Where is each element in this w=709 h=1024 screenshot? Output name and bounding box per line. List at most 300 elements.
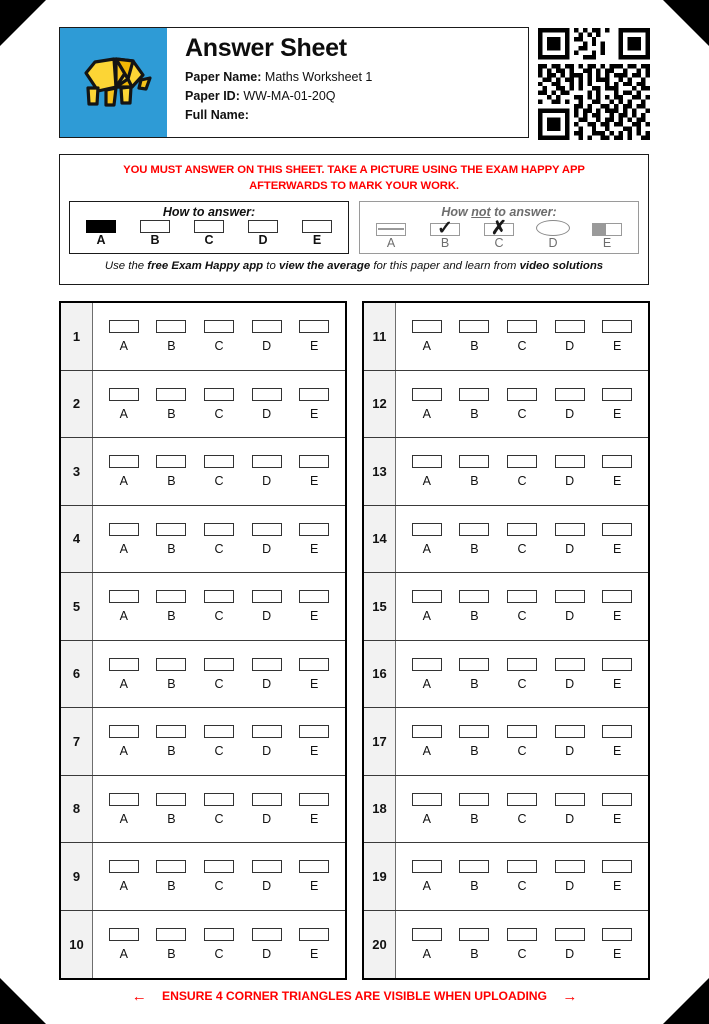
answer-option-c-q15[interactable] — [502, 590, 542, 623]
answer-option-e-q14[interactable] — [597, 523, 637, 556]
question-number: 6 — [61, 641, 93, 708]
answer-option-label: A — [422, 406, 431, 421]
header-text-block — [167, 28, 528, 137]
paper-id-value: WW-MA-01-20Q — [243, 88, 336, 103]
answer-column-left — [59, 301, 347, 980]
answer-bubble-icon[interactable] — [156, 860, 186, 873]
answer-bubble-icon[interactable] — [299, 725, 329, 738]
answer-bubble-icon[interactable] — [412, 523, 442, 536]
answer-option-label: A — [119, 474, 128, 488]
paper-id-row — [185, 87, 528, 106]
answer-option-label: A — [119, 339, 128, 353]
answer-option-a-q11[interactable] — [407, 320, 447, 353]
answer-bubble-icon[interactable] — [459, 928, 489, 941]
answer-option-label: C — [517, 744, 527, 758]
answer-bubble-icon[interactable] — [412, 928, 442, 941]
answer-option-b-q15[interactable] — [454, 590, 494, 623]
answer-option-b-q4[interactable] — [151, 523, 191, 556]
answer-option-e-q7[interactable] — [294, 725, 334, 758]
answer-option-d-q9[interactable] — [247, 860, 287, 893]
answer-option-label: E — [310, 474, 319, 488]
answer-option-d-q5[interactable] — [247, 590, 287, 623]
answer-option-c-q11[interactable] — [502, 320, 542, 353]
answer-option-label: A — [119, 609, 128, 623]
answer-option-label: C — [214, 811, 224, 826]
answer-option-label: D — [565, 947, 575, 961]
answer-option-e-q2[interactable] — [294, 388, 334, 421]
answer-bubble-icon[interactable] — [459, 860, 489, 873]
answer-option-c-q19[interactable] — [502, 860, 542, 893]
warning-line-1: YOU MUST ANSWER ON THIS SHEET. TAKE A PICTURE USING THE EXAM HAPPY APP — [123, 164, 585, 176]
answer-option-c-q18[interactable] — [502, 793, 542, 826]
answer-bubble-icon[interactable] — [299, 455, 329, 468]
answer-grid — [59, 301, 651, 980]
answer-option-label: B — [470, 811, 479, 826]
answer-option-a-q4[interactable] — [104, 523, 144, 556]
answer-option-d-q4[interactable] — [247, 523, 287, 556]
instructions-box — [59, 154, 649, 285]
answer-option-d-q15[interactable] — [550, 590, 590, 623]
answer-option-d-q2[interactable] — [247, 388, 287, 421]
answer-option-b-q13[interactable] — [454, 455, 494, 488]
question-options — [396, 843, 648, 910]
question-number: 16 — [364, 641, 396, 708]
answer-option-label: C — [214, 474, 224, 488]
question-number: 5 — [61, 573, 93, 640]
answer-option-c-q13[interactable] — [502, 455, 542, 488]
answer-option-c-q9[interactable] — [199, 860, 239, 893]
answer-option-label: E — [613, 744, 622, 758]
answer-option-b-q19[interactable] — [454, 860, 494, 893]
answer-bubble-icon[interactable] — [602, 793, 632, 806]
answer-bubble-icon[interactable] — [156, 725, 186, 738]
answer-bubble-icon[interactable] — [299, 928, 329, 941]
question-number: 11 — [364, 303, 396, 370]
bubble-empty-icon — [248, 220, 278, 233]
answer-option-a-q13[interactable] — [407, 455, 447, 488]
answer-bubble-icon[interactable] — [602, 523, 632, 536]
answer-option-a-q19[interactable] — [407, 860, 447, 893]
answer-option-e-q16[interactable] — [597, 658, 637, 691]
answer-bubble-icon[interactable] — [459, 590, 489, 603]
answer-bubble-icon[interactable] — [507, 388, 537, 401]
answer-bubble-icon[interactable] — [412, 388, 442, 401]
answer-option-c-q14[interactable] — [502, 523, 542, 556]
app-footer-note — [69, 260, 639, 272]
answer-bubble-icon[interactable] — [555, 388, 585, 401]
answer-option-d-q14[interactable] — [550, 523, 590, 556]
answer-option-e-q6[interactable] — [294, 658, 334, 691]
answer-option-b-q10[interactable] — [151, 928, 191, 961]
answer-option-c-q1[interactable] — [199, 320, 239, 353]
question-number: 14 — [364, 506, 396, 573]
paper-id-label: Paper ID: — [185, 88, 240, 103]
answer-option-label: B — [470, 406, 479, 421]
answer-bubble-icon[interactable] — [555, 590, 585, 603]
answer-option-b-q17[interactable] — [454, 725, 494, 758]
answer-bubble-icon[interactable] — [602, 590, 632, 603]
answer-option-d-q16[interactable] — [550, 658, 590, 691]
answer-option-e-q9[interactable] — [294, 860, 334, 893]
question-options — [93, 843, 345, 910]
answer-bubble-icon[interactable] — [204, 928, 234, 941]
answer-option-b-q8[interactable] — [151, 793, 191, 826]
answer-option-d-q19[interactable] — [550, 860, 590, 893]
answer-option-c-q10[interactable] — [199, 928, 239, 961]
question-number: 10 — [61, 911, 93, 979]
answer-bubble-icon[interactable] — [459, 793, 489, 806]
answer-bubble-icon[interactable] — [252, 860, 282, 873]
answer-bubble-icon[interactable] — [204, 658, 234, 671]
answer-bubble-icon[interactable] — [412, 590, 442, 603]
answer-bubble-icon[interactable] — [507, 455, 537, 468]
answer-option-label: B — [470, 744, 479, 758]
answer-option-label: D — [565, 879, 575, 893]
answer-bubble-icon[interactable] — [252, 793, 282, 806]
answer-option-label: A — [119, 947, 128, 961]
answer-option-a-q8[interactable] — [104, 793, 144, 826]
answer-bubble-icon[interactable] — [555, 793, 585, 806]
answer-bubble-icon[interactable] — [555, 860, 585, 873]
answer-bubble-icon[interactable] — [252, 658, 282, 671]
answer-option-d-q10[interactable] — [247, 928, 287, 961]
bubble-cross-icon — [484, 218, 514, 240]
answer-option-b-q6[interactable] — [151, 658, 191, 691]
left-arrow-icon: ← — [131, 988, 147, 1005]
answer-bubble-icon[interactable] — [204, 523, 234, 536]
answer-option-label: D — [262, 811, 272, 826]
answer-option-label: D — [565, 406, 575, 421]
answer-option-d-q11[interactable] — [550, 320, 590, 353]
answer-option-c-q17[interactable] — [502, 725, 542, 758]
answer-bubble-icon[interactable] — [109, 793, 139, 806]
answer-bubble-icon[interactable] — [299, 793, 329, 806]
answer-option-b-q7[interactable] — [151, 725, 191, 758]
bubble-ellipse-icon — [536, 220, 570, 236]
answer-option-label: D — [565, 811, 575, 826]
answer-bubble-icon[interactable] — [507, 793, 537, 806]
answer-bubble-icon[interactable] — [507, 860, 537, 873]
answer-option-a-q5[interactable] — [104, 590, 144, 623]
answer-bubble-icon[interactable] — [507, 523, 537, 536]
answer-bubble-icon[interactable] — [156, 793, 186, 806]
answer-option-a-q7[interactable] — [104, 725, 144, 758]
answer-bubble-icon[interactable] — [555, 928, 585, 941]
question-row — [61, 303, 345, 371]
question-row — [364, 843, 648, 911]
answer-bubble-icon[interactable] — [507, 928, 537, 941]
answer-option-b-q14[interactable] — [454, 523, 494, 556]
answer-option-c-q8[interactable] — [199, 793, 239, 826]
answer-option-label: B — [167, 744, 176, 758]
answer-option-label: C — [517, 474, 527, 488]
answer-option-b-q11[interactable] — [454, 320, 494, 353]
answer-bubble-icon[interactable] — [156, 590, 186, 603]
answer-option-label: B — [470, 947, 479, 961]
answer-option-c-q5[interactable] — [199, 590, 239, 623]
answer-bubble-icon[interactable] — [412, 793, 442, 806]
question-options — [93, 776, 345, 843]
answer-bubble-icon[interactable] — [459, 455, 489, 468]
answer-bubble-icon[interactable] — [156, 388, 186, 401]
answer-option-d-q3[interactable] — [247, 455, 287, 488]
answer-option-c-q3[interactable] — [199, 455, 239, 488]
answer-option-label: B — [470, 609, 479, 623]
paper-name-row — [185, 68, 528, 87]
answer-option-label: E — [613, 541, 622, 556]
answer-bubble-icon[interactable] — [412, 725, 442, 738]
answer-option-label: D — [262, 879, 272, 893]
question-number: 7 — [61, 708, 93, 775]
answer-bubble-icon[interactable] — [252, 928, 282, 941]
answer-bubble-icon[interactable] — [204, 590, 234, 603]
answer-option-label: C — [517, 541, 527, 556]
answer-option-a-q10[interactable] — [104, 928, 144, 961]
answer-bubble-icon[interactable] — [459, 725, 489, 738]
answer-option-d-q17[interactable] — [550, 725, 590, 758]
example-label-a: A — [96, 233, 106, 248]
right-arrow-icon: → — [562, 988, 578, 1005]
answer-bubble-icon[interactable] — [204, 320, 234, 333]
answer-option-e-q19[interactable] — [597, 860, 637, 893]
question-options — [93, 303, 345, 370]
answer-option-label: D — [565, 744, 575, 758]
answer-bubble-icon[interactable] — [204, 860, 234, 873]
answer-bubble-icon[interactable] — [252, 455, 282, 468]
answer-option-a-q18[interactable] — [407, 793, 447, 826]
answer-option-label: B — [167, 406, 176, 421]
answer-option-e-q1[interactable] — [294, 320, 334, 353]
cross-icon: ✗ — [491, 218, 507, 240]
answer-option-c-q12[interactable] — [502, 388, 542, 421]
answer-bubble-icon[interactable] — [252, 725, 282, 738]
answer-bubble-icon[interactable] — [204, 455, 234, 468]
answer-option-e-q3[interactable] — [294, 455, 334, 488]
example-option-c — [187, 220, 231, 248]
answer-bubble-icon[interactable] — [555, 658, 585, 671]
answer-option-b-q5[interactable] — [151, 590, 191, 623]
answer-bubble-icon[interactable] — [204, 725, 234, 738]
answer-option-label: D — [565, 474, 575, 488]
answer-bubble-icon[interactable] — [412, 455, 442, 468]
example-label-e: E — [312, 233, 322, 248]
answer-bubble-icon[interactable] — [156, 928, 186, 941]
answer-option-label: A — [119, 879, 128, 893]
answer-option-a-q3[interactable] — [104, 455, 144, 488]
answer-bubble-icon[interactable] — [459, 320, 489, 333]
answer-option-label: E — [310, 947, 319, 961]
answer-option-e-q18[interactable] — [597, 793, 637, 826]
answer-bubble-icon[interactable] — [555, 320, 585, 333]
answer-option-label: C — [214, 339, 224, 353]
answer-option-b-q18[interactable] — [454, 793, 494, 826]
answer-option-b-q9[interactable] — [151, 860, 191, 893]
answer-option-d-q13[interactable] — [550, 455, 590, 488]
question-number: 8 — [61, 776, 93, 843]
answer-bubble-icon[interactable] — [602, 725, 632, 738]
answer-option-c-q7[interactable] — [199, 725, 239, 758]
answer-option-e-q8[interactable] — [294, 793, 334, 826]
answer-bubble-icon[interactable] — [109, 928, 139, 941]
answer-option-d-q7[interactable] — [247, 725, 287, 758]
answer-bubble-icon[interactable] — [507, 658, 537, 671]
answer-option-a-q17[interactable] — [407, 725, 447, 758]
answer-bubble-icon[interactable] — [299, 320, 329, 333]
answer-option-d-q1[interactable] — [247, 320, 287, 353]
answer-bubble-icon[interactable] — [459, 523, 489, 536]
answer-option-d-q20[interactable] — [550, 928, 590, 961]
answer-bubble-icon[interactable] — [412, 658, 442, 671]
answer-option-label: E — [613, 406, 622, 421]
answer-bubble-icon[interactable] — [602, 928, 632, 941]
answer-bubble-icon[interactable] — [109, 523, 139, 536]
answer-option-c-q6[interactable] — [199, 658, 239, 691]
warning-line-2: AFTERWARDS TO MARK YOUR WORK. — [249, 180, 459, 193]
answer-bubble-icon[interactable] — [555, 455, 585, 468]
answer-bubble-icon[interactable] — [204, 388, 234, 401]
answer-bubble-icon[interactable] — [156, 455, 186, 468]
answer-bubble-icon[interactable] — [109, 320, 139, 333]
answer-option-label: C — [517, 676, 527, 691]
full-name-row — [185, 106, 528, 125]
answer-bubble-icon[interactable] — [252, 590, 282, 603]
question-row — [61, 911, 345, 979]
answer-option-a-q14[interactable] — [407, 523, 447, 556]
how-not-to-answer-bubbles — [364, 220, 634, 251]
answer-bubble-icon[interactable] — [109, 455, 139, 468]
answer-bubble-icon[interactable] — [109, 860, 139, 873]
answer-option-e-q17[interactable] — [597, 725, 637, 758]
answer-bubble-icon[interactable] — [156, 658, 186, 671]
question-options — [396, 303, 648, 370]
question-options — [93, 573, 345, 640]
question-row — [61, 371, 345, 439]
answer-bubble-icon[interactable] — [252, 320, 282, 333]
example-option-b — [133, 220, 177, 248]
answer-option-label: A — [119, 744, 128, 758]
bad-example-option-e — [585, 223, 629, 251]
answer-option-a-q6[interactable] — [104, 658, 144, 691]
answer-bubble-icon[interactable] — [109, 590, 139, 603]
answer-option-d-q8[interactable] — [247, 793, 287, 826]
answer-option-label: B — [470, 339, 479, 353]
answer-option-d-q6[interactable] — [247, 658, 287, 691]
bubble-empty-icon — [140, 220, 170, 233]
answer-option-label: B — [167, 947, 176, 961]
answer-bubble-icon[interactable] — [299, 388, 329, 401]
answer-bubble-icon[interactable] — [555, 523, 585, 536]
answer-option-e-q11[interactable] — [597, 320, 637, 353]
answer-option-a-q15[interactable] — [407, 590, 447, 623]
answer-option-label: A — [119, 811, 128, 826]
answer-bubble-icon[interactable] — [109, 658, 139, 671]
answer-option-e-q5[interactable] — [294, 590, 334, 623]
answer-bubble-icon[interactable] — [507, 320, 537, 333]
answer-option-a-q1[interactable] — [104, 320, 144, 353]
answer-bubble-icon[interactable] — [252, 388, 282, 401]
example-option-a — [79, 220, 123, 248]
answer-option-e-q10[interactable] — [294, 928, 334, 961]
answer-option-b-q20[interactable] — [454, 928, 494, 961]
answer-bubble-icon[interactable] — [459, 658, 489, 671]
answer-bubble-icon[interactable] — [602, 320, 632, 333]
answer-option-d-q18[interactable] — [550, 793, 590, 826]
answer-option-c-q2[interactable] — [199, 388, 239, 421]
how-to-answer-title: How to answer: — [162, 205, 256, 220]
question-row — [61, 776, 345, 844]
question-row — [364, 506, 648, 574]
answer-bubble-icon[interactable] — [412, 320, 442, 333]
answer-option-d-q12[interactable] — [550, 388, 590, 421]
answer-bubble-icon[interactable] — [602, 860, 632, 873]
question-options — [396, 911, 648, 979]
answer-bubble-icon[interactable] — [507, 725, 537, 738]
answer-option-a-q16[interactable] — [407, 658, 447, 691]
answer-bubble-icon[interactable] — [109, 725, 139, 738]
answer-option-e-q15[interactable] — [597, 590, 637, 623]
answer-bubble-icon[interactable] — [204, 793, 234, 806]
answer-option-label: E — [613, 609, 622, 623]
question-options — [396, 371, 648, 438]
answer-bubble-icon[interactable] — [156, 523, 186, 536]
question-row — [61, 843, 345, 911]
answer-option-label: C — [517, 339, 527, 353]
answer-bubble-icon[interactable] — [459, 388, 489, 401]
bubble-half-filled-icon — [592, 223, 622, 236]
answer-option-b-q3[interactable] — [151, 455, 191, 488]
question-row — [364, 303, 648, 371]
answer-bubble-icon[interactable] — [156, 320, 186, 333]
answer-option-e-q12[interactable] — [597, 388, 637, 421]
corner-triangle-top-left-icon — [0, 0, 46, 46]
answer-option-c-q16[interactable] — [502, 658, 542, 691]
answer-bubble-icon[interactable] — [299, 658, 329, 671]
answer-option-b-q1[interactable] — [151, 320, 191, 353]
answer-option-b-q12[interactable] — [454, 388, 494, 421]
answer-bubble-icon[interactable] — [299, 523, 329, 536]
answer-bubble-icon[interactable] — [555, 725, 585, 738]
answer-option-a-q9[interactable] — [104, 860, 144, 893]
answer-option-a-q20[interactable] — [407, 928, 447, 961]
answer-option-label: D — [262, 947, 272, 961]
question-number: 19 — [364, 843, 396, 910]
answer-option-label: D — [262, 676, 272, 691]
answer-bubble-icon[interactable] — [507, 590, 537, 603]
answer-bubble-icon[interactable] — [299, 590, 329, 603]
answer-option-label: E — [613, 947, 622, 961]
answer-option-c-q20[interactable] — [502, 928, 542, 961]
answer-bubble-icon[interactable] — [602, 455, 632, 468]
answer-option-label: A — [119, 676, 128, 691]
answer-option-label: A — [422, 744, 431, 758]
answer-bubble-icon[interactable] — [299, 860, 329, 873]
answer-bubble-icon[interactable] — [602, 388, 632, 401]
answer-option-c-q4[interactable] — [199, 523, 239, 556]
answer-bubble-icon[interactable] — [109, 388, 139, 401]
answer-option-label: B — [470, 676, 479, 691]
answer-bubble-icon[interactable] — [412, 860, 442, 873]
answer-option-e-q4[interactable] — [294, 523, 334, 556]
page-title: Answer Sheet — [185, 34, 347, 62]
answer-bubble-icon[interactable] — [602, 658, 632, 671]
answer-option-a-q12[interactable] — [407, 388, 447, 421]
answer-option-e-q20[interactable] — [597, 928, 637, 961]
answer-bubble-icon[interactable] — [252, 523, 282, 536]
answer-option-e-q13[interactable] — [597, 455, 637, 488]
answer-option-b-q16[interactable] — [454, 658, 494, 691]
answer-option-a-q2[interactable] — [104, 388, 144, 421]
answer-option-b-q2[interactable] — [151, 388, 191, 421]
